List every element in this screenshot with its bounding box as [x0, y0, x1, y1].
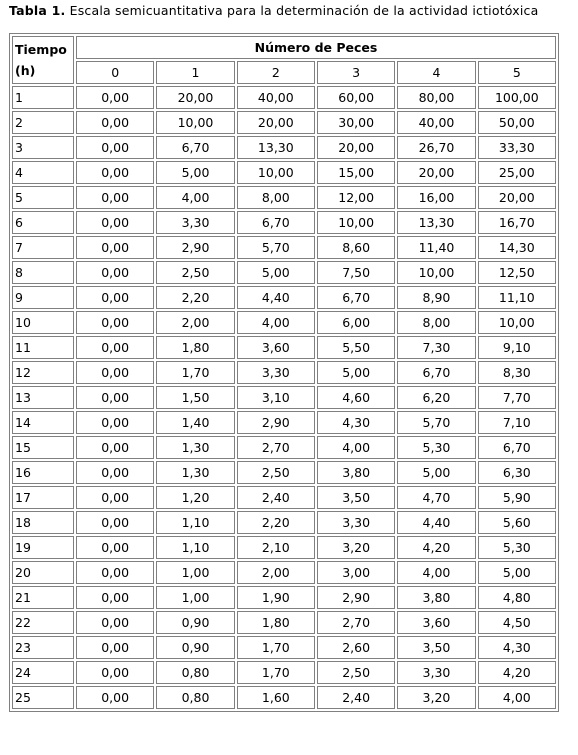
value-cell: 1,70 — [237, 661, 315, 684]
value-cell: 4,00 — [317, 436, 395, 459]
value-cell: 0,00 — [76, 436, 154, 459]
value-cell: 20,00 — [317, 136, 395, 159]
value-cell: 2,50 — [156, 261, 234, 284]
value-cell: 4,30 — [317, 411, 395, 434]
row-time-cell: 18 — [12, 511, 74, 534]
value-cell: 60,00 — [317, 86, 395, 109]
value-cell: 3,20 — [397, 686, 475, 709]
column-header: 5 — [478, 61, 556, 84]
value-cell: 2,70 — [237, 436, 315, 459]
value-cell: 3,30 — [156, 211, 234, 234]
value-cell: 1,50 — [156, 386, 234, 409]
table-row — [12, 361, 556, 384]
column-header: 2 — [237, 61, 315, 84]
value-cell: 9,10 — [478, 336, 556, 359]
value-cell: 7,70 — [478, 386, 556, 409]
row-time-cell: 5 — [12, 186, 74, 209]
row-time-cell: 23 — [12, 636, 74, 659]
value-cell: 5,90 — [478, 486, 556, 509]
value-cell: 7,30 — [397, 336, 475, 359]
table-row — [12, 86, 556, 109]
value-cell: 40,00 — [397, 111, 475, 134]
value-cell: 25,00 — [478, 161, 556, 184]
value-cell: 5,60 — [478, 511, 556, 534]
row-time-cell: 10 — [12, 311, 74, 334]
value-cell: 0,00 — [76, 461, 154, 484]
table-row — [12, 486, 556, 509]
value-cell: 6,70 — [397, 361, 475, 384]
value-cell: 2,70 — [317, 611, 395, 634]
table-row — [12, 386, 556, 409]
table-row — [12, 161, 556, 184]
table-row — [12, 186, 556, 209]
value-cell: 1,00 — [156, 561, 234, 584]
row-time-cell: 8 — [12, 261, 74, 284]
table-caption — [9, 3, 538, 18]
table-row — [12, 261, 556, 284]
value-cell: 3,80 — [317, 461, 395, 484]
value-cell: 33,30 — [478, 136, 556, 159]
group-header-peces: Número de Peces — [76, 36, 556, 59]
value-cell: 14,30 — [478, 236, 556, 259]
value-cell: 5,70 — [397, 411, 475, 434]
value-cell: 1,80 — [156, 336, 234, 359]
value-cell: 2,00 — [237, 561, 315, 584]
value-cell: 11,10 — [478, 286, 556, 309]
row-time-cell: 11 — [12, 336, 74, 359]
row-header-tiempo: Tiempo (h) — [12, 36, 74, 84]
caption-text: Escala semicuantitativa para la determinación de la actividad ictiotóxica — [65, 3, 539, 18]
value-cell: 4,70 — [397, 486, 475, 509]
column-header: 3 — [317, 61, 395, 84]
value-cell: 5,30 — [478, 536, 556, 559]
value-cell: 8,30 — [478, 361, 556, 384]
table-row — [12, 111, 556, 134]
value-cell: 0,00 — [76, 586, 154, 609]
value-cell: 2,60 — [317, 636, 395, 659]
value-cell: 3,30 — [237, 361, 315, 384]
row-time-cell: 14 — [12, 411, 74, 434]
value-cell: 2,40 — [237, 486, 315, 509]
value-cell: 2,90 — [237, 411, 315, 434]
value-cell: 5,00 — [156, 161, 234, 184]
table-row — [12, 436, 556, 459]
value-cell: 13,30 — [237, 136, 315, 159]
column-header: 0 — [76, 61, 154, 84]
value-cell: 12,50 — [478, 261, 556, 284]
row-time-cell: 20 — [12, 561, 74, 584]
value-cell: 3,30 — [397, 661, 475, 684]
value-cell: 6,70 — [156, 136, 234, 159]
value-cell: 4,80 — [478, 586, 556, 609]
value-cell: 4,40 — [237, 286, 315, 309]
value-cell: 0,00 — [76, 261, 154, 284]
value-cell: 0,00 — [76, 161, 154, 184]
value-cell: 80,00 — [397, 86, 475, 109]
value-cell: 10,00 — [317, 211, 395, 234]
row-time-cell: 19 — [12, 536, 74, 559]
table-row — [12, 686, 556, 709]
row-time-cell: 2 — [12, 111, 74, 134]
value-cell: 4,00 — [156, 186, 234, 209]
value-cell: 4,50 — [478, 611, 556, 634]
value-cell: 1,20 — [156, 486, 234, 509]
value-cell: 0,00 — [76, 211, 154, 234]
value-cell: 3,10 — [237, 386, 315, 409]
value-cell: 3,80 — [397, 586, 475, 609]
value-cell: 6,20 — [397, 386, 475, 409]
value-cell: 5,00 — [317, 361, 395, 384]
value-cell: 5,70 — [237, 236, 315, 259]
value-cell: 2,50 — [317, 661, 395, 684]
value-cell: 6,70 — [317, 286, 395, 309]
value-cell: 3,60 — [397, 611, 475, 634]
table-row — [12, 311, 556, 334]
table-row — [12, 136, 556, 159]
row-time-cell: 1 — [12, 86, 74, 109]
value-cell: 0,00 — [76, 536, 154, 559]
value-cell: 0,80 — [156, 686, 234, 709]
value-cell: 1,90 — [237, 586, 315, 609]
table-row — [12, 536, 556, 559]
value-cell: 0,00 — [76, 136, 154, 159]
value-cell: 2,20 — [237, 511, 315, 534]
value-cell: 13,30 — [397, 211, 475, 234]
value-cell: 11,40 — [397, 236, 475, 259]
value-cell: 0,00 — [76, 336, 154, 359]
value-cell: 3,30 — [317, 511, 395, 534]
value-cell: 4,00 — [397, 561, 475, 584]
table-row — [12, 286, 556, 309]
value-cell: 0,00 — [76, 286, 154, 309]
value-cell: 0,00 — [76, 611, 154, 634]
value-cell: 8,00 — [237, 186, 315, 209]
value-cell: 4,60 — [317, 386, 395, 409]
row-time-cell: 7 — [12, 236, 74, 259]
value-cell: 1,10 — [156, 511, 234, 534]
value-cell: 4,20 — [397, 536, 475, 559]
value-cell: 10,00 — [397, 261, 475, 284]
value-cell: 30,00 — [317, 111, 395, 134]
value-cell: 2,90 — [317, 586, 395, 609]
value-cell: 40,00 — [237, 86, 315, 109]
header-row-columns — [12, 61, 556, 84]
row-time-cell: 9 — [12, 286, 74, 309]
value-cell: 20,00 — [237, 111, 315, 134]
table-row — [12, 636, 556, 659]
row-time-cell: 12 — [12, 361, 74, 384]
value-cell: 0,00 — [76, 386, 154, 409]
row-time-cell: 15 — [12, 436, 74, 459]
table-row — [12, 411, 556, 434]
value-cell: 0,00 — [76, 511, 154, 534]
value-cell: 4,30 — [478, 636, 556, 659]
value-cell: 16,70 — [478, 211, 556, 234]
table-body — [12, 86, 556, 709]
value-cell: 6,70 — [478, 436, 556, 459]
value-cell: 2,90 — [156, 236, 234, 259]
value-cell: 100,00 — [478, 86, 556, 109]
value-cell: 26,70 — [397, 136, 475, 159]
value-cell: 0,00 — [76, 186, 154, 209]
row-time-cell: 4 — [12, 161, 74, 184]
value-cell: 2,00 — [156, 311, 234, 334]
row-time-cell: 17 — [12, 486, 74, 509]
table-row — [12, 661, 556, 684]
value-cell: 0,00 — [76, 86, 154, 109]
value-cell: 0,00 — [76, 661, 154, 684]
value-cell: 3,20 — [317, 536, 395, 559]
value-cell: 3,50 — [317, 486, 395, 509]
value-cell: 3,50 — [397, 636, 475, 659]
row-time-cell: 25 — [12, 686, 74, 709]
value-cell: 2,50 — [237, 461, 315, 484]
value-cell: 0,00 — [76, 111, 154, 134]
table-row — [12, 611, 556, 634]
value-cell: 5,00 — [237, 261, 315, 284]
value-cell: 5,00 — [478, 561, 556, 584]
value-cell: 7,10 — [478, 411, 556, 434]
value-cell: 10,00 — [156, 111, 234, 134]
value-cell: 4,00 — [478, 686, 556, 709]
value-cell: 0,00 — [76, 411, 154, 434]
table-row — [12, 211, 556, 234]
row-time-cell: 3 — [12, 136, 74, 159]
value-cell: 4,20 — [478, 661, 556, 684]
value-cell: 1,70 — [237, 636, 315, 659]
table-row — [12, 561, 556, 584]
value-cell: 0,00 — [76, 361, 154, 384]
row-time-cell: 21 — [12, 586, 74, 609]
value-cell: 6,00 — [317, 311, 395, 334]
value-cell: 0,00 — [76, 686, 154, 709]
value-cell: 6,30 — [478, 461, 556, 484]
table-row — [12, 336, 556, 359]
value-cell: 0,80 — [156, 661, 234, 684]
value-cell: 20,00 — [156, 86, 234, 109]
value-cell: 1,00 — [156, 586, 234, 609]
value-cell: 6,70 — [237, 211, 315, 234]
value-cell: 0,00 — [76, 486, 154, 509]
row-time-cell: 24 — [12, 661, 74, 684]
row-time-cell: 6 — [12, 211, 74, 234]
table-row — [12, 461, 556, 484]
row-time-cell: 13 — [12, 386, 74, 409]
value-cell: 4,00 — [237, 311, 315, 334]
value-cell: 0,90 — [156, 611, 234, 634]
value-cell: 4,40 — [397, 511, 475, 534]
value-cell: 7,50 — [317, 261, 395, 284]
value-cell: 0,00 — [76, 636, 154, 659]
value-cell: 2,20 — [156, 286, 234, 309]
column-header: 1 — [156, 61, 234, 84]
value-cell: 8,90 — [397, 286, 475, 309]
value-cell: 8,00 — [397, 311, 475, 334]
value-cell: 12,00 — [317, 186, 395, 209]
value-cell: 1,70 — [156, 361, 234, 384]
data-table — [9, 33, 559, 712]
value-cell: 20,00 — [478, 186, 556, 209]
value-cell: 3,00 — [317, 561, 395, 584]
value-cell: 15,00 — [317, 161, 395, 184]
value-cell: 20,00 — [397, 161, 475, 184]
value-cell: 2,40 — [317, 686, 395, 709]
value-cell: 1,30 — [156, 436, 234, 459]
value-cell: 5,50 — [317, 336, 395, 359]
value-cell: 16,00 — [397, 186, 475, 209]
value-cell: 1,80 — [237, 611, 315, 634]
value-cell: 1,30 — [156, 461, 234, 484]
table-row — [12, 586, 556, 609]
value-cell: 10,00 — [237, 161, 315, 184]
value-cell: 5,00 — [397, 461, 475, 484]
value-cell: 1,60 — [237, 686, 315, 709]
row-time-cell: 22 — [12, 611, 74, 634]
value-cell: 2,10 — [237, 536, 315, 559]
value-cell: 0,00 — [76, 561, 154, 584]
value-cell: 1,10 — [156, 536, 234, 559]
value-cell: 5,30 — [397, 436, 475, 459]
value-cell: 3,60 — [237, 336, 315, 359]
table-row — [12, 511, 556, 534]
value-cell: 8,60 — [317, 236, 395, 259]
table-row — [12, 236, 556, 259]
value-cell: 0,90 — [156, 636, 234, 659]
value-cell: 10,00 — [478, 311, 556, 334]
value-cell: 0,00 — [76, 236, 154, 259]
value-cell: 1,40 — [156, 411, 234, 434]
header-row-group — [12, 36, 556, 59]
column-header: 4 — [397, 61, 475, 84]
caption-label: Tabla 1. — [9, 3, 66, 18]
row-time-cell: 16 — [12, 461, 74, 484]
value-cell: 50,00 — [478, 111, 556, 134]
value-cell: 0,00 — [76, 311, 154, 334]
